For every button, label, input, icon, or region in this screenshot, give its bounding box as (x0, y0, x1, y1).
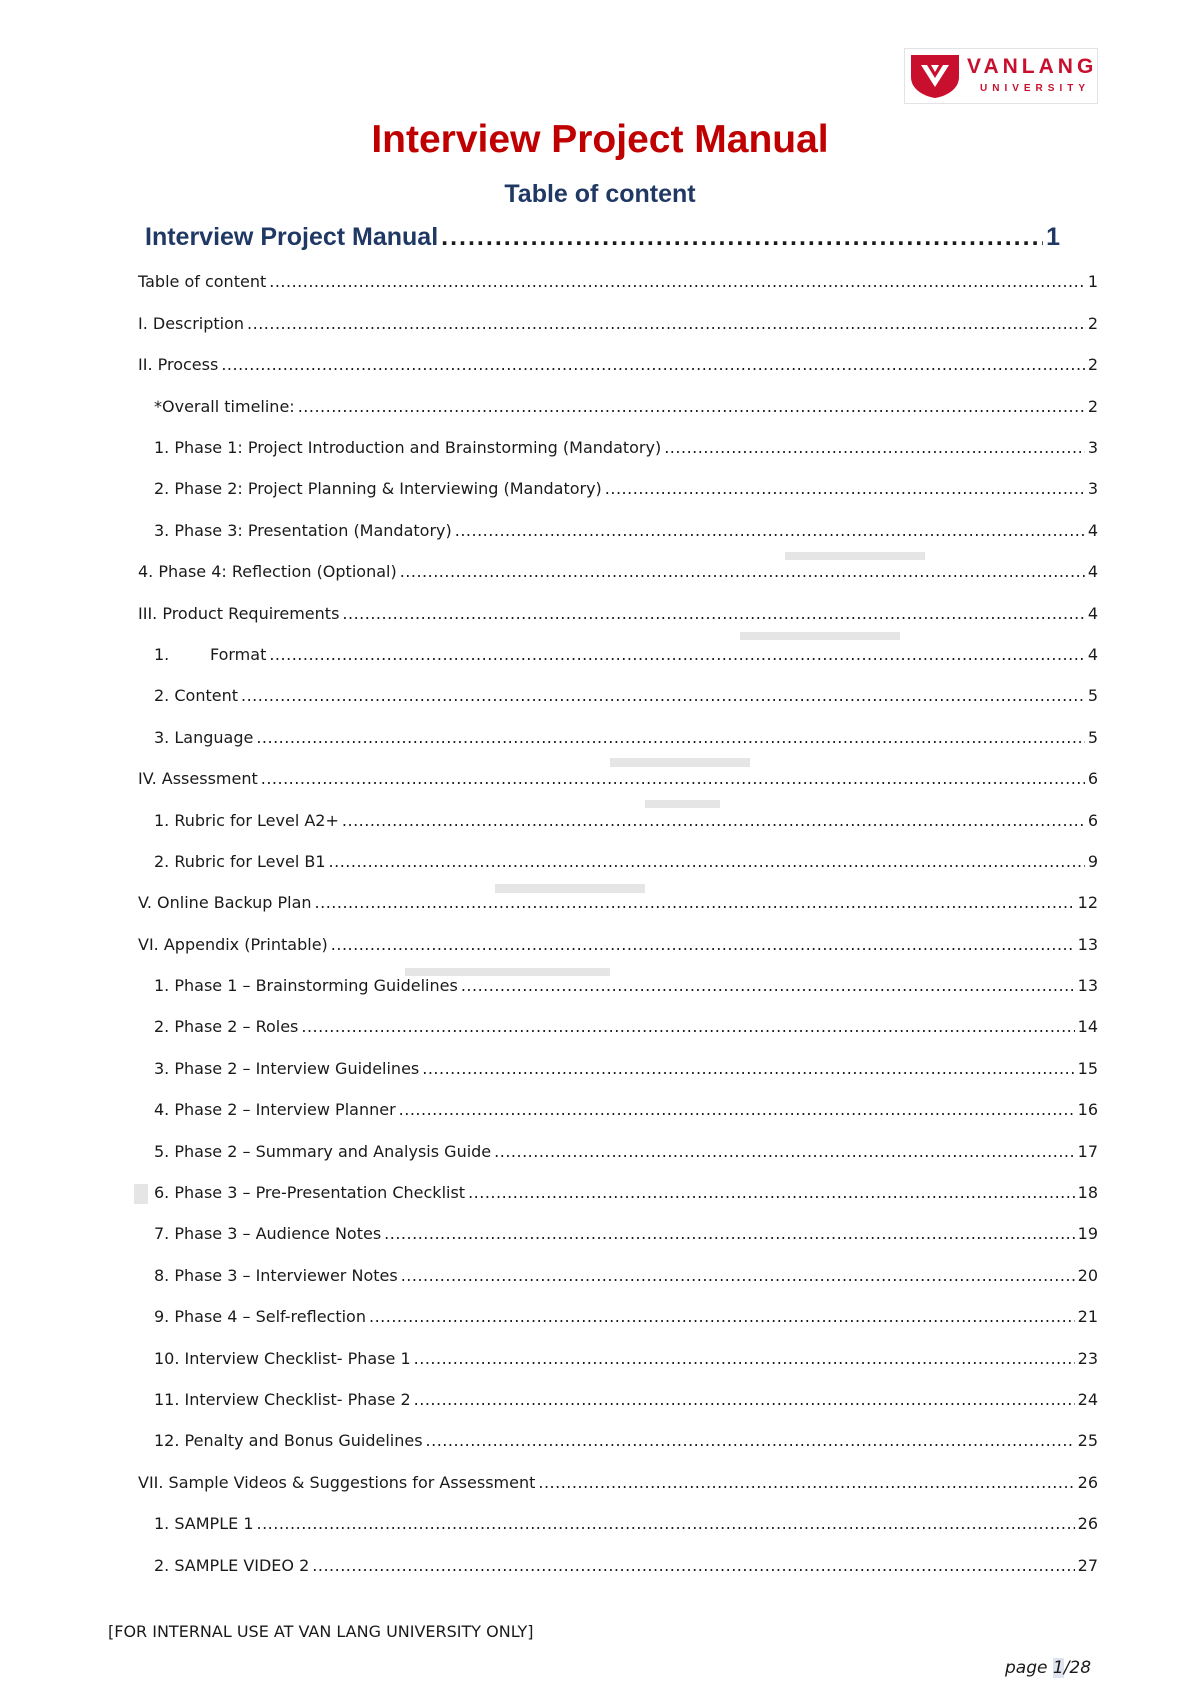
toc-entry[interactable]: VI. Appendix (Printable) ..... 13 (138, 935, 1098, 957)
toc-entry[interactable]: 2. Rubric for Level B1 ..... 9 (154, 852, 1098, 874)
toc-entry[interactable]: 3. Phase 3: Presentation (Mandatory) ..... 4 (154, 521, 1098, 543)
watermark-fragment (134, 1184, 148, 1204)
page-label: page (1005, 1658, 1048, 1678)
toc-entry[interactable]: 1. Format ..... 4 (154, 645, 1098, 667)
watermark-fragment (740, 632, 900, 640)
page-number (1005, 1658, 1091, 1678)
toc-entry[interactable]: 2. Phase 2 – Roles ..... 14 (154, 1017, 1098, 1039)
toc-entry[interactable]: 12. Penalty and Bonus Guidelines ..... 25 (154, 1431, 1098, 1453)
toc-entry[interactable]: 1. Phase 1 – Brainstorming Guidelines ..... 13 (154, 976, 1098, 998)
toc-entry[interactable]: V. Online Backup Plan ..... 12 (138, 893, 1098, 915)
toc-entry[interactable]: Interview Project Manual ..... 1 (145, 223, 1060, 255)
toc-entry[interactable]: 2. Content ..... 5 (154, 686, 1098, 708)
toc-entry[interactable]: 4. Phase 2 – Interview Planner ..... 16 (154, 1100, 1098, 1122)
university-logo (904, 48, 1098, 104)
toc-entry[interactable]: II. Process ..... 2 (138, 355, 1098, 377)
document-title: Interview Project Manual (371, 118, 829, 161)
toc-entry[interactable]: 3. Phase 2 – Interview Guidelines ..... 15 (154, 1059, 1098, 1081)
toc-entry[interactable]: 10. Interview Checklist- Phase 1 ..... 23 (154, 1349, 1098, 1371)
toc-entry[interactable]: 11. Interview Checklist- Phase 2 ..... 24 (154, 1390, 1098, 1412)
toc-entry[interactable]: 2. Phase 2: Project Planning & Interviewing (Mandatory) ..... 3 (154, 479, 1098, 501)
toc-entry[interactable]: 5. Phase 2 – Summary and Analysis Guide ..... 17 (154, 1142, 1098, 1164)
watermark-fragment (405, 968, 610, 976)
current-page: 1 (1052, 1658, 1064, 1678)
toc-entry[interactable]: 1. SAMPLE 1 ..... 26 (154, 1514, 1098, 1536)
toc-entry[interactable]: 8. Phase 3 – Interviewer Notes ..... 20 (154, 1266, 1098, 1288)
toc-entry[interactable]: Table of content ..... 1 (138, 272, 1098, 294)
internal-use-footer: [FOR INTERNAL USE AT VAN LANG UNIVERSITY ONLY] (108, 1622, 534, 1641)
toc-entry[interactable]: 3. Language ..... 5 (154, 728, 1098, 750)
watermark-fragment (495, 884, 645, 893)
watermark-fragment (785, 552, 925, 560)
shield-logo-icon (909, 53, 961, 99)
toc-entry[interactable]: 9. Phase 4 – Self-reflection ..... 21 (154, 1307, 1098, 1329)
toc-entry[interactable]: 7. Phase 3 – Audience Notes ..... 19 (154, 1224, 1098, 1246)
toc-entry[interactable]: 4. Phase 4: Reflection (Optional) ..... 4 (138, 562, 1098, 584)
toc-entry[interactable]: 1. Phase 1: Project Introduction and Brainstorming (Mandatory) ..... 3 (154, 438, 1098, 460)
toc-entry[interactable]: *Overall timeline: ..... 2 (154, 397, 1098, 419)
logo-name: VANLANG (967, 55, 1098, 78)
toc-entry[interactable]: III. Product Requirements ..... 4 (138, 604, 1098, 626)
total-pages: /28 (1063, 1658, 1092, 1678)
watermark-fragment (610, 758, 750, 767)
toc-entry[interactable]: IV. Assessment ..... 6 (138, 769, 1098, 791)
logo-subtitle: UNIVERSITY (980, 83, 1091, 94)
watermark-fragment (645, 800, 720, 808)
toc-entry[interactable]: VII. Sample Videos & Suggestions for Assessment ..... 26 (138, 1473, 1098, 1495)
toc-entry[interactable]: 6. Phase 3 – Pre-Presentation Checklist ..... 18 (154, 1183, 1098, 1205)
toc-entry[interactable]: 2. SAMPLE VIDEO 2 ..... 27 (154, 1556, 1098, 1578)
toc-entry[interactable]: 1. Rubric for Level A2+ ..... 6 (154, 811, 1098, 833)
toc-entry[interactable]: I. Description ..... 2 (138, 314, 1098, 336)
toc-heading: Table of content (504, 180, 696, 208)
